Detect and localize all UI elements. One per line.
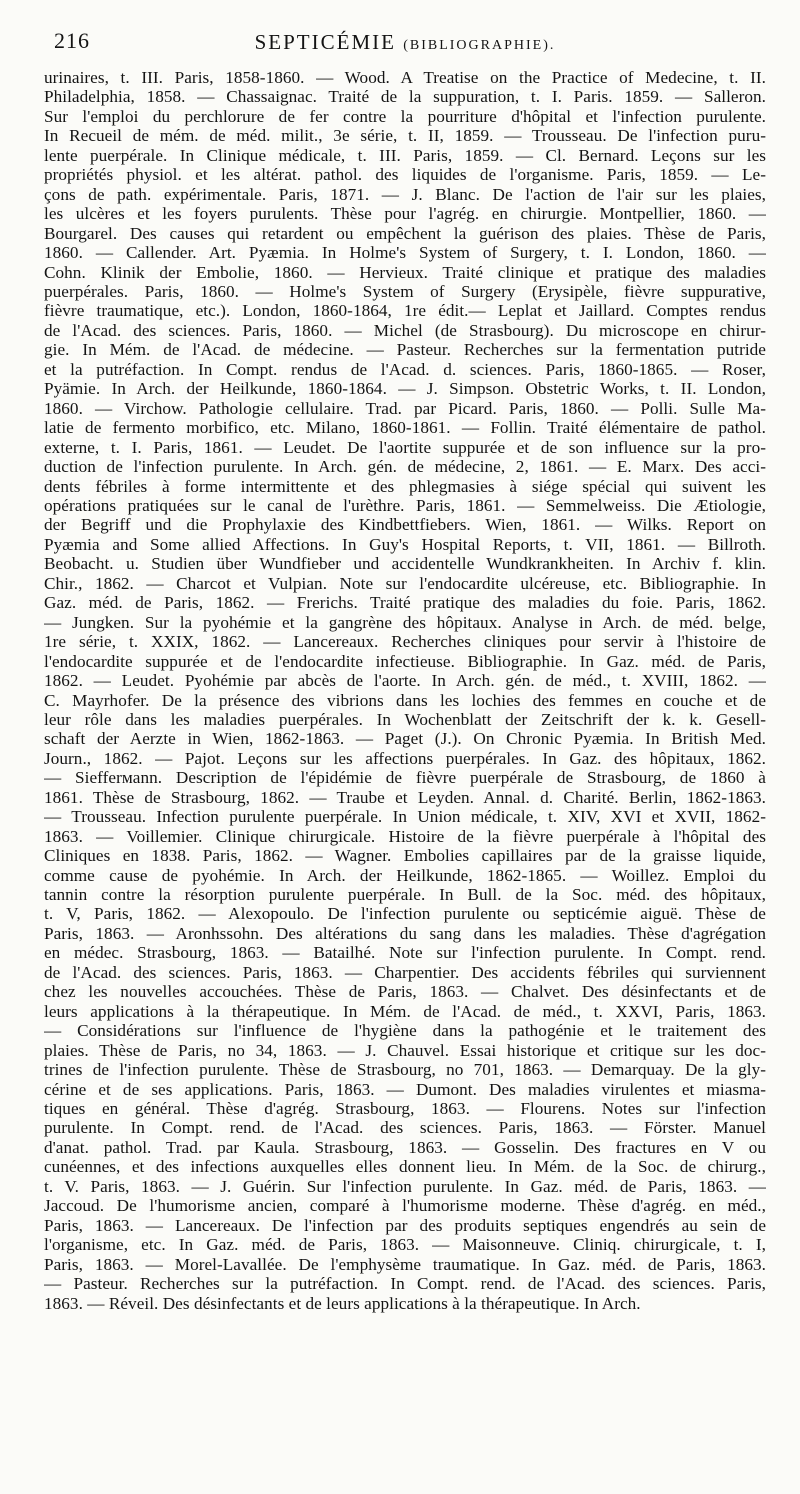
text-line: — Considérations sur l'influence de l'hygiène dans la pathogénie et le traitement des: [44, 1021, 766, 1041]
text-line: comme cause de pyohémie. In Arch. der Heilkunde, 1862-1865. — Woillez. Emploi du: [44, 865, 766, 885]
text-line: 1861. Thèse de Strasbourg, 1862. — Traube et Leyden. Annal. d. Charité. Berlin, 1862-1863.: [44, 787, 766, 807]
text-line: leur rôle dans les maladies puerpérales. In Wochenblatt der Zeitschrift der k. k. Gesell-: [44, 709, 766, 729]
running-head-subtitle: (BIBLIOGRAPHIE).: [403, 38, 556, 53]
text-line: Sur l'emploi du perchlorure de fer contre la pourriture d'hôpital et l'infection purulente.: [44, 106, 766, 126]
text-line: tiques en général. Thèse d'agrég. Strasbourg, 1863. — Flourens. Notes sur l'infection: [44, 1099, 766, 1119]
text-line: 1860. — Callender. Art. Pyæmia. In Holme's System of Surgery, t. I. London, 1860. —: [44, 243, 766, 263]
text-line: opérations pratiquées sur le canal de l'urèthre. Paris, 1861. — Semmelweiss. Die Ætiologie,: [44, 495, 766, 515]
text-line: tannin contre la résorption purulente puerpérale. In Bull. de la Soc. méd. des hôpitaux,: [44, 885, 766, 905]
text-line: t. V. Paris, 1863. — J. Guérin. Sur l'infection purulente. In Gaz. méd. de Paris, 1863. —: [44, 1176, 766, 1196]
text-line: duction de l'infection purulente. In Arch. gén. de médecine, 2, 1861. — E. Marx. Des acci-: [44, 457, 766, 477]
text-line: chez les nouvelles accouchées. Thèse de Paris, 1863. — Chalvet. Des désinfectants et de: [44, 982, 766, 1002]
text-line: C. Mayrhofer. De la présence des vibrions dans les lochies des femmes en couche et de: [44, 690, 766, 710]
text-line: Chir., 1862. — Charcot et Vulpian. Note sur l'endocardite ulcéreuse, etc. Bibliographie. In: [44, 573, 766, 593]
text-line: Bourgarel. Des causes qui retardent ou empêchent la guérison des plaies. Thèse de Paris,: [44, 223, 766, 243]
bibliography-text: [44, 68, 766, 1313]
text-line: externe, t. I. Paris, 1861. — Leudet. De l'aortite suppurée et de son influence sur la pro-: [44, 437, 766, 457]
text-line: Journ., 1862. — Pajot. Leçons sur les affections puerpérales. In Gaz. des hôpitaux, 1862.: [44, 748, 766, 768]
text-line: — Trousseau. Infection purulente puerpérale. In Union médicale, t. XIV, XVI et XVII, 1862-: [44, 807, 766, 827]
text-line: Beobacht. u. Studien über Wundfieber und accidentelle Wundkrankheiten. In Archiv f. klin.: [44, 554, 766, 574]
text-line: Paris, 1863. — Morel-Lavallée. De l'emphysème traumatique. In Gaz. méd. de Paris, 1863.: [44, 1254, 766, 1274]
text-line: de l'Acad. des sciences. Paris, 1863. — Charpentier. Des accidents fébriles qui surviennent: [44, 962, 766, 982]
text-line: urinaires, t. III. Paris, 1858-1860. — Wood. A Treatise on the Practice of Medecine, t. II.: [44, 68, 766, 87]
text-line: der Begriff und die Prophylaxie des Kindbettfiebers. Wien, 1861. — Wilks. Report on: [44, 515, 766, 535]
text-line: — Pasteur. Recherches sur la putréfaction. In Compt. rend. de l'Acad. des sciences. Paris,: [44, 1274, 766, 1294]
text-line: Pyämie. In Arch. der Heilkunde, 1860-1864. — J. Simpson. Obstetric Works, t. II. London,: [44, 379, 766, 399]
text-line: t. V, Paris, 1862. — Alexopoulo. De l'infection purulente ou septicémie aiguë. Thèse de: [44, 904, 766, 924]
text-line: — Siefferмann. Description de l'épidémie de fièvre puerpérale de Strasbourg, de 1860 à: [44, 768, 766, 788]
running-head-title: SEPTICÉMIE: [254, 30, 396, 54]
text-line: Paris, 1863. — Lancereaux. De l'infection par des produits septiques engendrés au sein de: [44, 1215, 766, 1235]
text-line: 1862. — Leudet. Pyohémie par abcès de l'aorte. In Arch. gén. de méd., t. XVIII, 1862. —: [44, 671, 766, 691]
text-line: plaies. Thèse de Paris, no 34, 1863. — J. Chauvel. Essai historique et critique sur les doc-: [44, 1040, 766, 1060]
text-line: Cohn. Klinik der Embolie, 1860. — Hervieux. Traité clinique et pratique des maladies: [44, 262, 766, 282]
text-line: dents fébriles à forme intermittente et des phlegmasies à siége spécial qui suivent les: [44, 476, 766, 496]
text-line: schaft der Aerzte in Wien, 1862-1863. — Paget (J.). On Chronic Pyæmia. In British Med.: [44, 729, 766, 749]
text-line: gie. In Mém. de l'Acad. de médecine. — Pasteur. Recherches sur la fermentation putride: [44, 340, 766, 360]
text-line: l'organisme, etc. In Gaz. méd. de Paris, 1863. — Maisonneuve. Cliniq. chirurgicale, t. I,: [44, 1235, 766, 1255]
text-line: fièvre traumatique, etc.). London, 1860-1864, 1re édit.— Leplat et Jaillard. Comptes rendus: [44, 301, 766, 321]
page-header: [44, 24, 766, 68]
text-line: — Jungken. Sur la pyohémie et la gangrène des hôpitaux. Analyse in Arch. de méd. belge,: [44, 612, 766, 632]
text-line: Philadelphia, 1858. — Chassaignac. Traité de la suppuration, t. I. Paris. 1859. — Salleron.: [44, 87, 766, 107]
text-line: de l'Acad. des sciences. Paris, 1860. — Michel (de Strasbourg). Du microscope en chirur-: [44, 320, 766, 340]
text-line: cunéennes, et des infections auxquelles elles donnent lieu. In Mém. de la Soc. de chirurg.,: [44, 1157, 766, 1177]
text-line: leurs applications à la thérapeutique. In Mém. de l'Acad. de méd., t. XXVI, Paris, 1863.: [44, 1001, 766, 1021]
text-line: en médec. Strasbourg, 1863. — Batailhé. Note sur l'infection purulente. In Compt. rend.: [44, 943, 766, 963]
text-line: purulente. In Compt. rend. de l'Acad. des sciences. Paris, 1863. — Förster. Manuel: [44, 1118, 766, 1138]
text-line: 1863. — Réveil. Des désinfectants et de leurs applications à la thérapeutique. In Arch.: [44, 1293, 641, 1313]
text-line: In Recueil de mém. de méd. milit., 3e série, t. II, 1859. — Trousseau. De l'infection puru-: [44, 126, 766, 146]
text-line: les ulcères et les foyers purulents. Thèse pour l'agrég. en chirurgie. Montpellier, 1860. —: [44, 204, 766, 224]
text-line: 1863. — Voillemier. Clinique chirurgicale. Histoire de la fièvre puerpérale à l'hôpital des: [44, 826, 766, 846]
text-line: 1re série, t. XXIX, 1862. — Lancereaux. Recherches cliniques pour servir à l'histoire de: [44, 632, 766, 652]
text-line: Gaz. méd. de Paris, 1862. — Frerichs. Traité pratique des maladies du foie. Paris, 1862.: [44, 593, 766, 613]
text-line: Pyæmia and Some allied Affections. In Guy's Hospital Reports, t. VII, 1861. — Billroth.: [44, 534, 766, 554]
text-line: l'endocardite suppurée et de l'endocardite infectieuse. Bibliographie. In Gaz. méd. de Paris,: [44, 651, 766, 671]
text-line: Paris, 1863. — Aronhssohn. Des altérations du sang dans les maladies. Thèse d'agrégation: [44, 923, 766, 943]
text-line: trines de l'infection purulente. Thèse de Strasbourg, no 701, 1863. — Demarquay. De la gly-: [44, 1060, 766, 1080]
text-line: propriétés physiol. et les altérat. pathol. des liquides de l'organisme. Paris, 1859. — Le-: [44, 165, 766, 185]
text-line: lente puerpérale. In Clinique médicale, t. III. Paris, 1859. — Cl. Bernard. Leçons sur les: [44, 145, 766, 165]
running-head: [44, 30, 766, 55]
page-number: 216: [54, 28, 90, 53]
text-line: et la putréfaction. In Compt. rendus de l'Acad. d. sciences. Paris, 1860-1865. — Roser,: [44, 359, 766, 379]
text-line: çons de path. expérimentale. Paris, 1871. — J. Blanc. De l'action de l'air sur les plaies,: [44, 184, 766, 204]
text-line: Jaccoud. De l'humorisme ancien, comparé à l'humorisme moderne. Thèse d'agrég. en méd.,: [44, 1196, 766, 1216]
text-line: 1860. — Virchow. Pathologie cellulaire. Trad. par Picard. Paris, 1860. — Polli. Sulle Ma-: [44, 398, 766, 418]
text-line: puerpérales. Paris, 1860. — Holme's System of Surgery (Erysipèle, fièvre suppurative,: [44, 281, 766, 301]
text-line: latie de fermento morbifico, etc. Milano, 1860-1861. — Follin. Traité élémentaire de pathol.: [44, 418, 766, 438]
text-line: Cliniques en 1838. Paris, 1862. — Wagner. Embolies capillaires par de la graisse liquide,: [44, 846, 766, 866]
text-line: d'anat. pathol. Trad. par Kaula. Strasbourg, 1863. — Gosselin. Des fractures en V ou: [44, 1137, 766, 1157]
text-line: cérine et de ses applications. Paris, 1863. — Dumont. Des maladies virulentes et miasma-: [44, 1079, 766, 1099]
